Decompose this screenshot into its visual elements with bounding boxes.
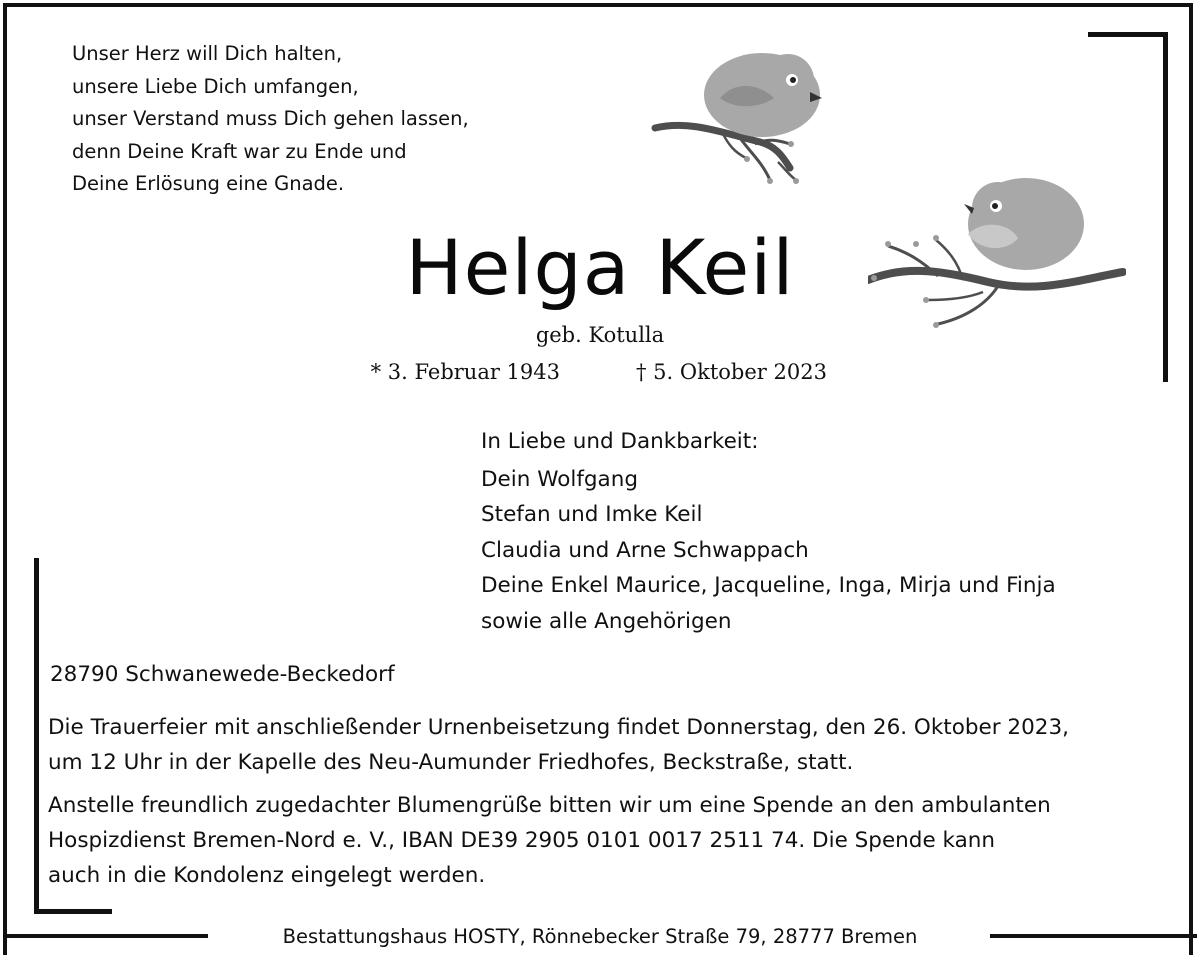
- poem-line: unser Verstand muss Dich gehen lassen,: [72, 107, 469, 130]
- mourner-line: sowie alle Angehörigen: [481, 608, 732, 634]
- footer-rule-left: [3, 934, 208, 938]
- poem-line: denn Deine Kraft war zu Ende und: [72, 139, 407, 163]
- donation-line: auch in die Kondolenz eingelegt werden.: [48, 863, 486, 888]
- bird-on-branch-icon: [868, 172, 1126, 337]
- deceased-name: Helga Keil: [405, 223, 795, 312]
- funeral-line: Die Trauerfeier mit anschließender Urnenbeisetzung findet Donnerstag, den 26. Oktober 2023,: [48, 715, 1069, 740]
- mourners-intro: In Liebe und Dankbarkeit:: [481, 429, 759, 454]
- footer-rule-right: [990, 934, 1197, 938]
- maiden-name: geb. Kotulla: [535, 323, 665, 347]
- birth-date: * 3. Februar 1943: [370, 360, 560, 384]
- mourners-list: [481, 424, 1181, 639]
- funeral-home-footer: Bestattungshaus HOSTY, Rönnebecker Straße 79, 28777 Bremen: [282, 925, 918, 948]
- poem: [72, 38, 542, 201]
- poem-line: Unser Herz will Dich halten,: [72, 42, 343, 65]
- bird-on-branch-icon: [650, 40, 830, 190]
- poem-line: Deine Erlösung eine Gnade.: [72, 172, 345, 195]
- family-location: 28790 Schwanewede-Beckedorf: [50, 662, 395, 687]
- mourner-line: Claudia und Arne Schwappach: [481, 537, 809, 563]
- mourner-line: Stefan und Imke Keil: [481, 502, 703, 527]
- death-date: † 5. Oktober 2023: [636, 360, 827, 384]
- donation-line: Hospizdienst Bremen-Nord e. V., IBAN DE39 2905 0101 0017 2511 74. Die Spende kann: [48, 828, 996, 853]
- mourner-line: Deine Enkel Maurice, Jacqueline, Inga, Mirja und Finja: [481, 573, 1056, 598]
- poem-line: unsere Liebe Dich umfangen,: [72, 74, 359, 98]
- mourner-line: Dein Wolfgang: [481, 466, 639, 492]
- funeral-line: um 12 Uhr in der Kapelle des Neu-Aumunder Friedhofes, Beckstraße, statt.: [48, 750, 854, 775]
- funeral-info: [48, 710, 1158, 893]
- donation-line: Anstelle freundlich zugedachter Blumengrüße bitten wir um eine Spende an den ambulanten: [48, 793, 1051, 818]
